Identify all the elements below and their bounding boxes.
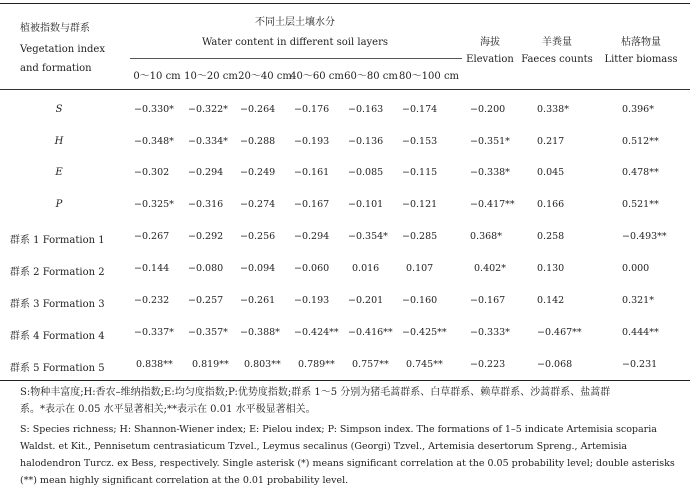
- cell: 0.803**: [244, 359, 281, 370]
- cell: 0.258: [537, 231, 565, 242]
- header-group-en-2: and formation: [20, 63, 92, 74]
- cell: 0.757**: [352, 359, 389, 370]
- header-group-en-1: Vegetation index: [20, 44, 105, 55]
- cell: −0.302: [134, 167, 170, 178]
- cell: 0.166: [537, 199, 565, 210]
- footnote-en-line-2: Waldst. et Kit., Pennisetum centrasiaticum Tzvel., Leymus secalinus (Georgi) Tzvel., Artemisia desertorum Spreng., Artemisia: [20, 441, 628, 452]
- header-litter-cn: 枯落物量: [621, 37, 661, 48]
- cell: −0.232: [134, 295, 170, 306]
- cell: −0.274: [240, 199, 276, 210]
- table-row: [0, 167, 690, 183]
- header-elevation-cn: 海拔: [480, 37, 500, 48]
- cell: −0.153: [402, 136, 438, 147]
- cell: −0.348*: [134, 136, 174, 147]
- cell: −0.101: [348, 199, 384, 210]
- row-label: P: [55, 199, 63, 210]
- cell: −0.294: [294, 231, 330, 242]
- cell: −0.257: [188, 295, 224, 306]
- cell: −0.176: [294, 104, 330, 115]
- cell: 0.396*: [622, 104, 654, 115]
- row-label: 群系 2 Formation 2: [10, 267, 105, 278]
- cell: 0.789**: [298, 359, 335, 370]
- header-group-cn: 植被指数与群系: [20, 23, 90, 34]
- table-row: [0, 359, 690, 375]
- layer-header-4: 40～60 cm: [290, 71, 344, 82]
- cell: −0.193: [294, 295, 330, 306]
- cell: −0.200: [470, 104, 506, 115]
- cell: −0.249: [240, 167, 276, 178]
- cell: −0.167: [470, 295, 506, 306]
- row-label: H: [54, 136, 64, 147]
- cell: 0.838**: [136, 359, 173, 370]
- table-bottom-rule: [0, 380, 690, 381]
- cell: 0.402*: [474, 263, 506, 274]
- footnote-en-line-3: halodendron Turcz. ex Bess, respectively. Single asterisk (*) means significant correlation at the 0.05 probability level; double asterisks: [20, 458, 675, 469]
- cell: 0.338*: [537, 104, 569, 115]
- cell: −0.322*: [188, 104, 228, 115]
- cell: −0.325*: [134, 199, 174, 210]
- cell: 0.321*: [622, 295, 654, 306]
- cell: −0.136: [348, 136, 384, 147]
- header-water-cn: 不同土层土壤水分: [255, 17, 335, 28]
- cell: −0.256: [240, 231, 276, 242]
- header-bottom-rule: [0, 89, 690, 90]
- cell: 0.819**: [192, 359, 229, 370]
- cell: 0.478**: [622, 167, 659, 178]
- layer-header-2: 10～20 cm: [184, 71, 238, 82]
- layer-header-6: 80～100 cm: [398, 71, 460, 82]
- footnote-cn-line-2: 系。*表示在 0.05 水平显著相关;**表示在 0.01 水平极显著相关。: [20, 404, 316, 415]
- cell: −0.425**: [402, 327, 447, 338]
- cell: 0.000: [622, 263, 650, 274]
- cell: −0.201: [348, 295, 384, 306]
- row-label: 群系 3 Formation 3: [10, 299, 105, 310]
- cell: −0.085: [348, 167, 384, 178]
- cell: −0.294: [188, 167, 224, 178]
- cell: −0.417**: [470, 199, 515, 210]
- cell: −0.333*: [470, 327, 510, 338]
- cell: −0.080: [188, 263, 224, 274]
- cell: −0.160: [402, 295, 438, 306]
- row-label: E: [55, 167, 63, 178]
- layer-header-3: 20～40 cm: [238, 71, 292, 82]
- cell: 0.130: [537, 263, 565, 274]
- cell: −0.337*: [134, 327, 174, 338]
- cell: −0.330*: [134, 104, 174, 115]
- cell: −0.193: [294, 136, 330, 147]
- row-label: S: [55, 104, 63, 115]
- cell: −0.161: [294, 167, 330, 178]
- footnote-cn-line-1: S:物种丰富度;H:香农–维纳指数;E:均匀度指数;P:优势度指数;群系 1～5 分别为猪毛蒿群系、白草群系、赖草群系、沙蒿群系、盐蒿群: [20, 387, 611, 398]
- header-litter-en: Litter biomass: [604, 54, 678, 65]
- cell: 0.016: [352, 263, 380, 274]
- cell: −0.493**: [622, 231, 667, 242]
- cell: −0.167: [294, 199, 330, 210]
- cell: 0.512**: [622, 136, 659, 147]
- cell: 0.368*: [470, 231, 502, 242]
- table-row: [0, 263, 690, 279]
- cell: −0.351*: [470, 136, 510, 147]
- cell: 0.142: [537, 295, 565, 306]
- header-water-en: Water content in different soil layers: [201, 37, 389, 48]
- cell: −0.264: [240, 104, 276, 115]
- cell: −0.121: [402, 199, 438, 210]
- cell: −0.223: [470, 359, 506, 370]
- cell: −0.354*: [348, 231, 388, 242]
- cell: −0.316: [188, 199, 224, 210]
- cell: 0.444**: [622, 327, 659, 338]
- cell: −0.357*: [188, 327, 228, 338]
- cell: 0.107: [406, 263, 434, 274]
- cell: −0.424**: [294, 327, 339, 338]
- cell: −0.163: [348, 104, 384, 115]
- table-row: [0, 327, 690, 343]
- table-row: [0, 104, 690, 120]
- table-row: [0, 231, 690, 247]
- header-faeces-en: Faeces counts: [521, 54, 593, 65]
- water-subrule: [130, 58, 462, 59]
- header-elevation-en: Elevation: [466, 54, 514, 65]
- cell: 0.745**: [406, 359, 443, 370]
- cell: 0.045: [537, 167, 565, 178]
- cell: −0.261: [240, 295, 276, 306]
- cell: −0.094: [240, 263, 276, 274]
- cell: 0.217: [537, 136, 565, 147]
- footnote-en: [20, 421, 680, 489]
- row-label: 群系 4 Formation 4: [10, 331, 105, 342]
- table-row: [0, 136, 690, 152]
- cell: −0.115: [402, 167, 438, 178]
- cell: −0.285: [402, 231, 438, 242]
- cell: −0.288: [240, 136, 276, 147]
- header-faeces-cn: 羊粪量: [542, 37, 572, 48]
- cell: −0.060: [294, 263, 330, 274]
- top-rule: [0, 3, 690, 4]
- cell: −0.174: [402, 104, 438, 115]
- cell: −0.388*: [240, 327, 280, 338]
- cell: −0.068: [537, 359, 573, 370]
- footnote-en-line-4: (**) mean highly significant correlation at the 0.01 probability level.: [20, 475, 349, 486]
- cell: −0.338*: [470, 167, 510, 178]
- layer-header-5: 60～80 cm: [344, 71, 398, 82]
- cell: 0.521**: [622, 199, 659, 210]
- layer-header-1: 0～10 cm: [133, 71, 181, 82]
- cell: −0.467**: [537, 327, 582, 338]
- row-label: 群系 1 Formation 1: [10, 235, 105, 246]
- row-label: 群系 5 Formation 5: [10, 363, 105, 374]
- cell: −0.267: [134, 231, 170, 242]
- cell: −0.231: [622, 359, 658, 370]
- cell: −0.334*: [188, 136, 228, 147]
- cell: −0.416**: [348, 327, 393, 338]
- footnote-cn: [20, 384, 680, 418]
- footnote-en-line-1: S: Species richness; H: Shannon-Wiener index; E: Pielou index; P: Simpson index. The formations of 1–5 indicate Artemisia scoparia: [20, 424, 657, 435]
- cell: −0.292: [188, 231, 224, 242]
- table-row: [0, 199, 690, 215]
- table-row: [0, 295, 690, 311]
- cell: −0.144: [134, 263, 170, 274]
